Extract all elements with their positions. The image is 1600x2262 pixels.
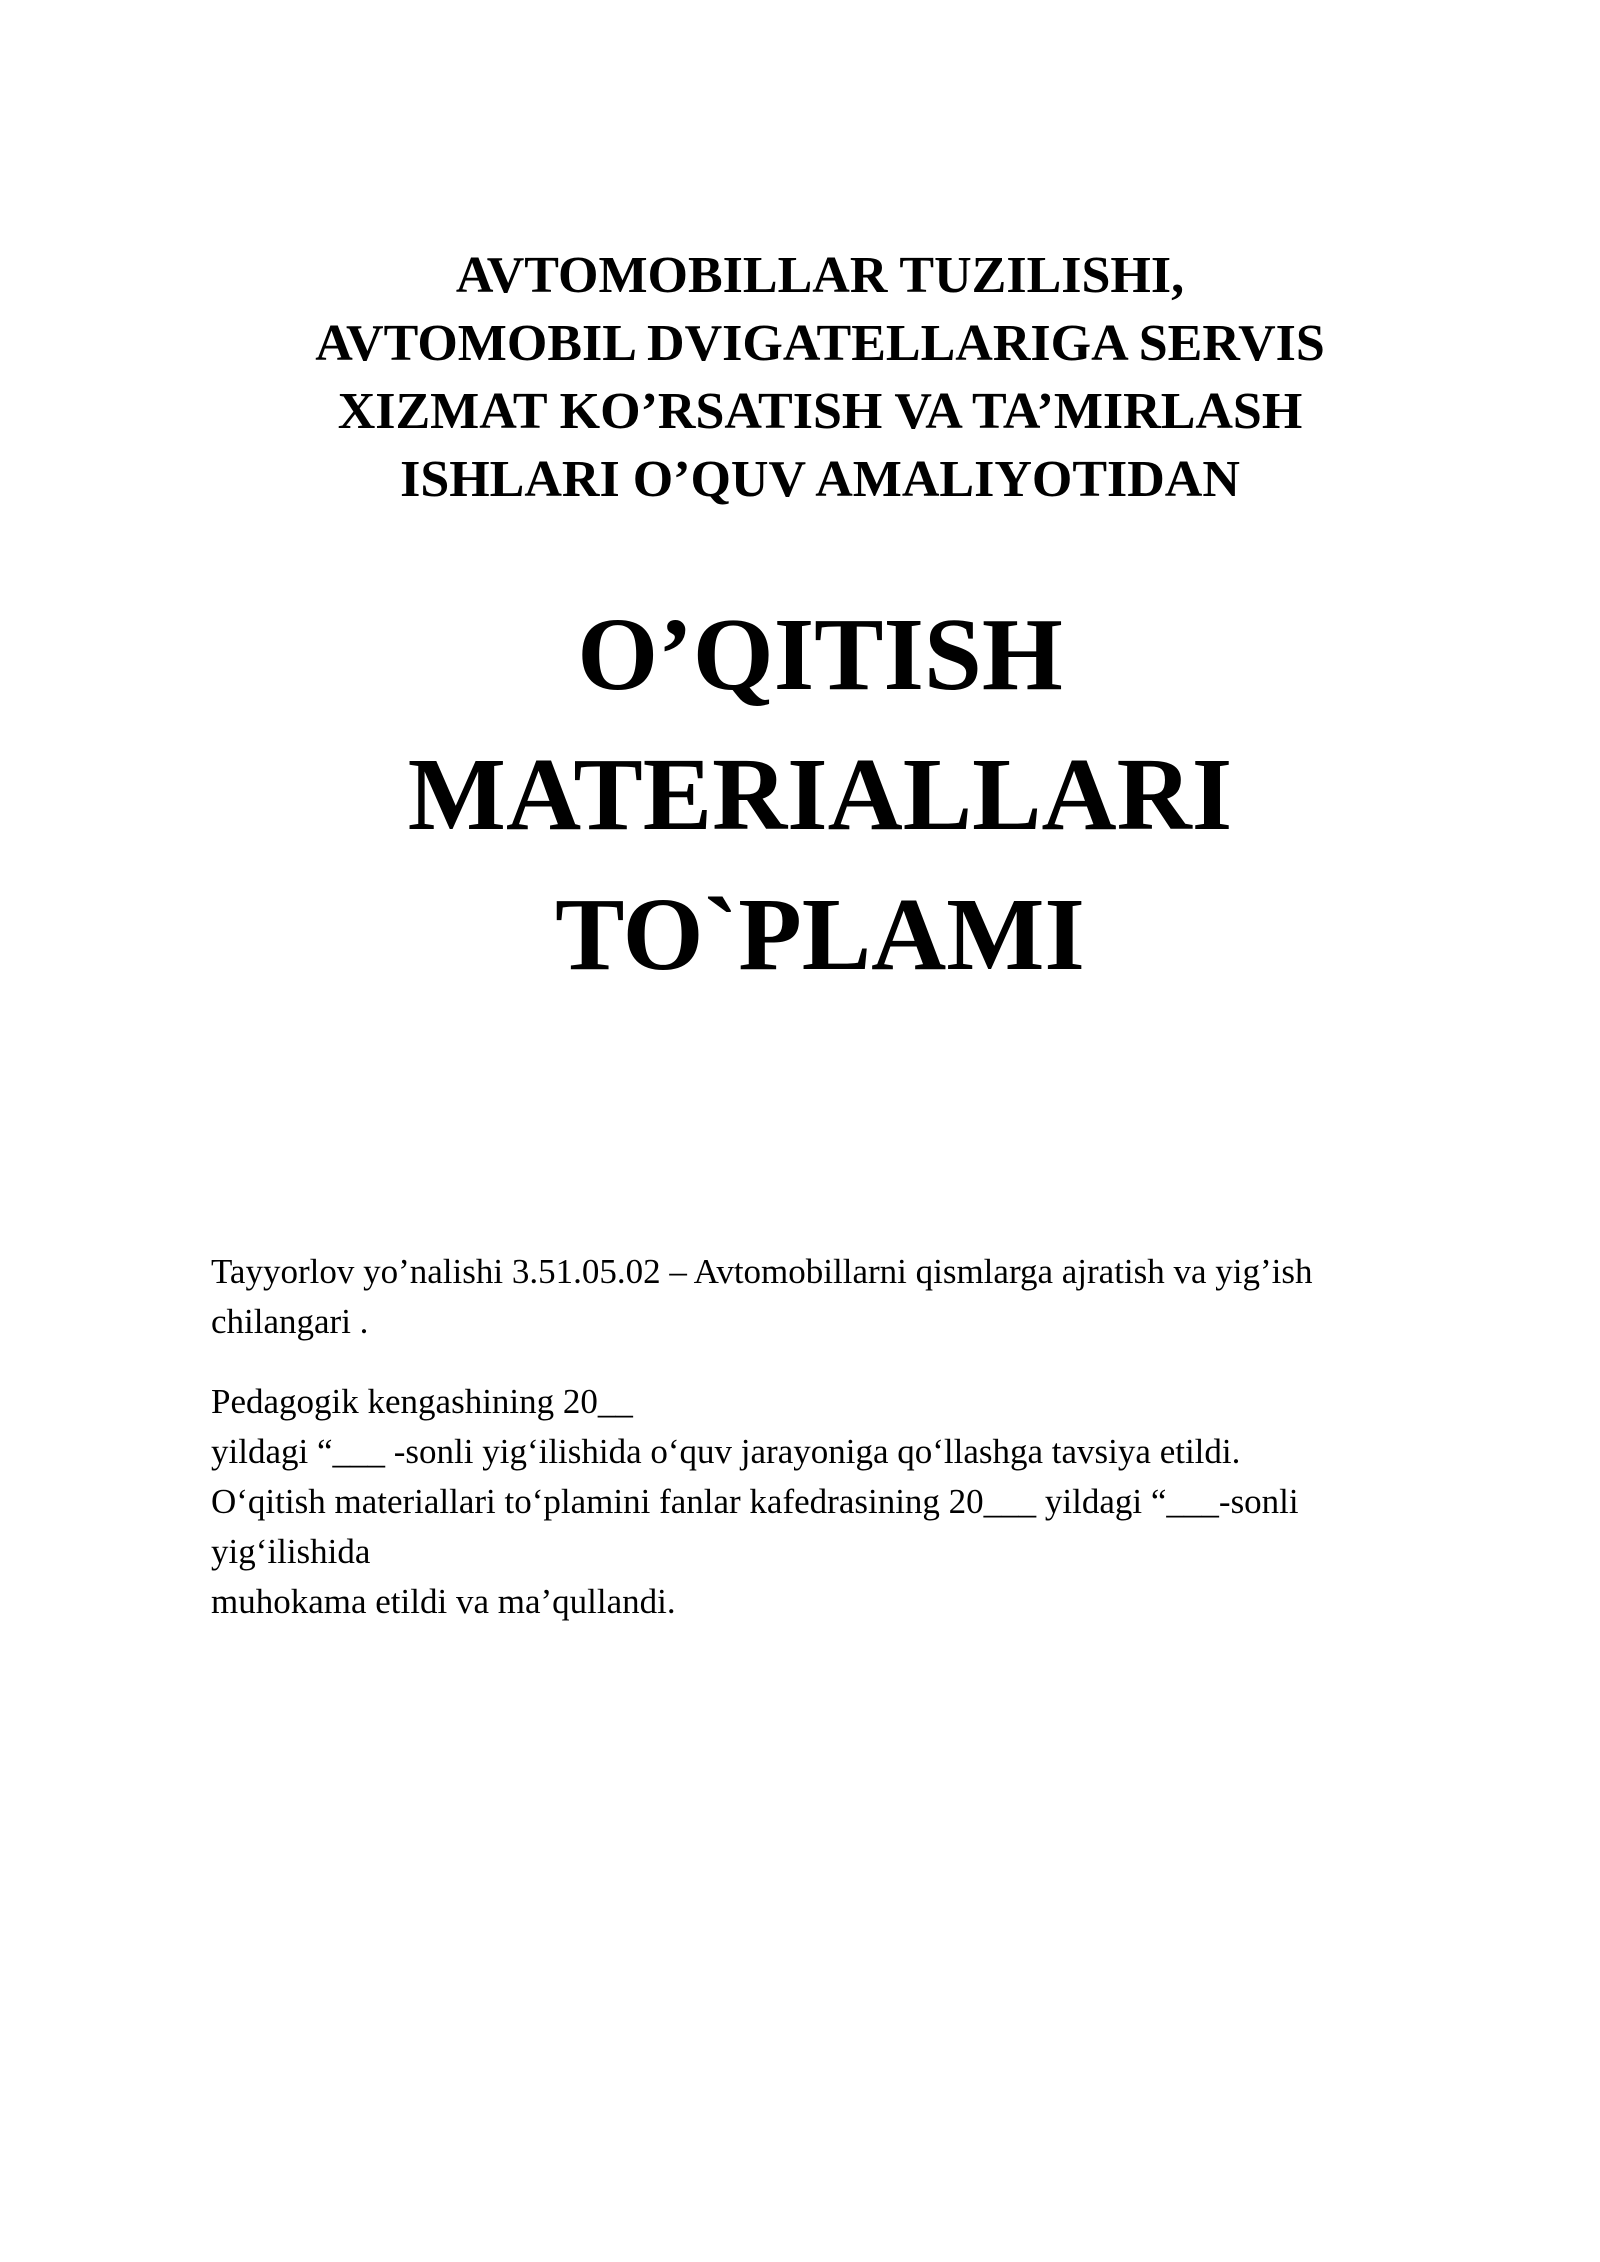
- main-title-line-1: O’QITISH: [577, 597, 1063, 712]
- approval-line-1: Pedagogik kengashining 20__: [211, 1382, 633, 1421]
- direction-line-1: Tayyorlov yo’nalishi 3.51.05.02 – Avtomobillarni qismlarga ajratish va yig’ish: [211, 1252, 1313, 1291]
- approval-line-2: yildagi “___ -sonli yig‘ilishida o‘quv jarayoniga qo‘llashga tavsiya etildi.: [211, 1432, 1241, 1471]
- training-direction-paragraph: [211, 1247, 1441, 1347]
- approval-line-5: muhokama etildi va ma’qullandi.: [211, 1582, 676, 1621]
- subject-title-line-4: ISHLARI O’QUV AMALIYOTIDAN: [400, 451, 1240, 508]
- subject-title-line-2: AVTOMOBIL DVIGATELLARIGA SERVIS: [315, 315, 1325, 372]
- subject-title: [180, 242, 1460, 514]
- approval-line-3: O‘qitish materiallari to‘plamini fanlar kafedrasining 20___ yildagi “___-sonli: [211, 1482, 1299, 1521]
- approval-line-4: yig‘ilishida: [211, 1532, 371, 1571]
- subject-title-line-1: AVTOMOBILLAR TUZILISHI,: [455, 247, 1185, 304]
- approval-paragraph: [211, 1377, 1441, 1627]
- subject-title-line-3: XIZMAT KO’RSATISH VA TA’MIRLASH: [337, 383, 1303, 440]
- main-title: [180, 585, 1460, 1005]
- main-title-line-2: MATERIALLARI: [407, 737, 1233, 852]
- main-title-line-3: TO`PLAMI: [555, 877, 1085, 992]
- direction-line-2: chilangari .: [211, 1302, 369, 1341]
